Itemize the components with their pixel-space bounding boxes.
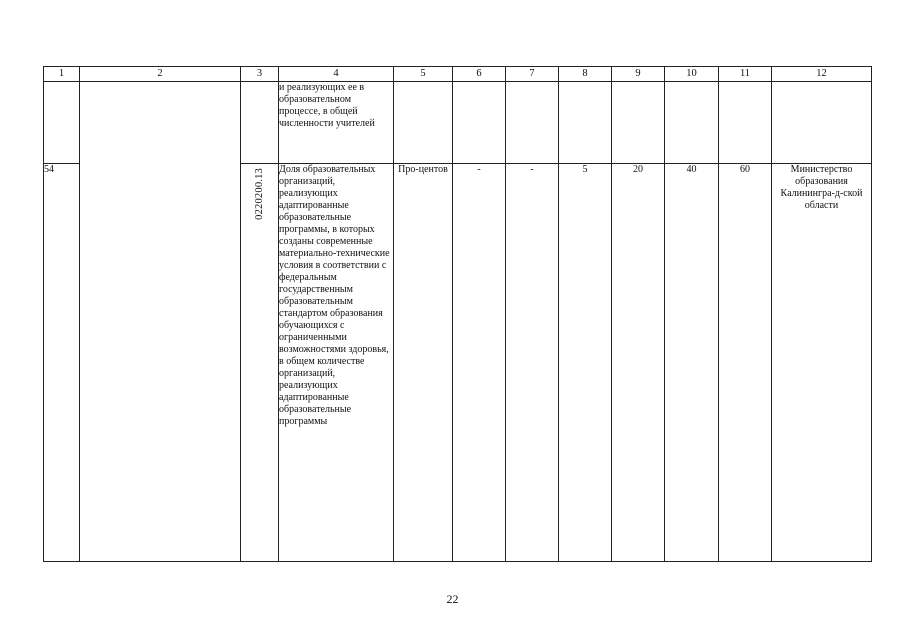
value-cell: -: [506, 164, 559, 562]
empty-cell: [719, 82, 772, 164]
code-cell: [241, 82, 279, 164]
column-header: 3: [241, 67, 279, 82]
column-header: 5: [394, 67, 453, 82]
empty-cell: [453, 82, 506, 164]
column-header: 1: [44, 67, 80, 82]
column-header: 8: [559, 67, 612, 82]
column-header: 11: [719, 67, 772, 82]
code-cell: [241, 164, 279, 562]
value-cell: -: [453, 164, 506, 562]
table-row: [44, 82, 872, 164]
page-number: 22: [446, 592, 459, 606]
empty-cell: [394, 82, 453, 164]
column-header: 10: [665, 67, 719, 82]
row-number-cell: [44, 82, 80, 164]
empty-cell: [665, 82, 719, 164]
value-cell: 20: [612, 164, 665, 562]
column-header: 2: [80, 67, 241, 82]
indicator-name: Доля образовательных организаций, реализующих адаптированные образовательные программы, в которых созданы современные материально-технические условия в соответствии с федеральным государственным образовательным стандартом образования обучающихся с ограниченными возможностями здоровья, в общем количестве организаций, реализующих адаптированные образовательные программы: [279, 164, 394, 562]
value-cell: 5: [559, 164, 612, 562]
row-number-cell: 54: [44, 164, 80, 562]
value-cell: 60: [719, 164, 772, 562]
empty-cell: [612, 82, 665, 164]
column-number-row: [44, 67, 872, 82]
column-header: 7: [506, 67, 559, 82]
indicator-continuation: и реализующих ее в образовательном процессе, в общей численности учителей: [279, 82, 394, 164]
goal-cell: [80, 82, 241, 562]
column-header: 6: [453, 67, 506, 82]
column-header: 9: [612, 67, 665, 82]
empty-cell: [506, 82, 559, 164]
column-header: 12: [772, 67, 872, 82]
value-cell: 40: [665, 164, 719, 562]
indicators-table: [43, 66, 872, 562]
empty-cell: [772, 82, 872, 164]
unit-cell: Про-центов: [394, 164, 453, 562]
executor-cell: Министерство образования Калинингра-д-ской области: [772, 164, 872, 562]
indicator-code: 0220200.13: [253, 168, 265, 220]
empty-cell: [559, 82, 612, 164]
column-header: 4: [279, 67, 394, 82]
